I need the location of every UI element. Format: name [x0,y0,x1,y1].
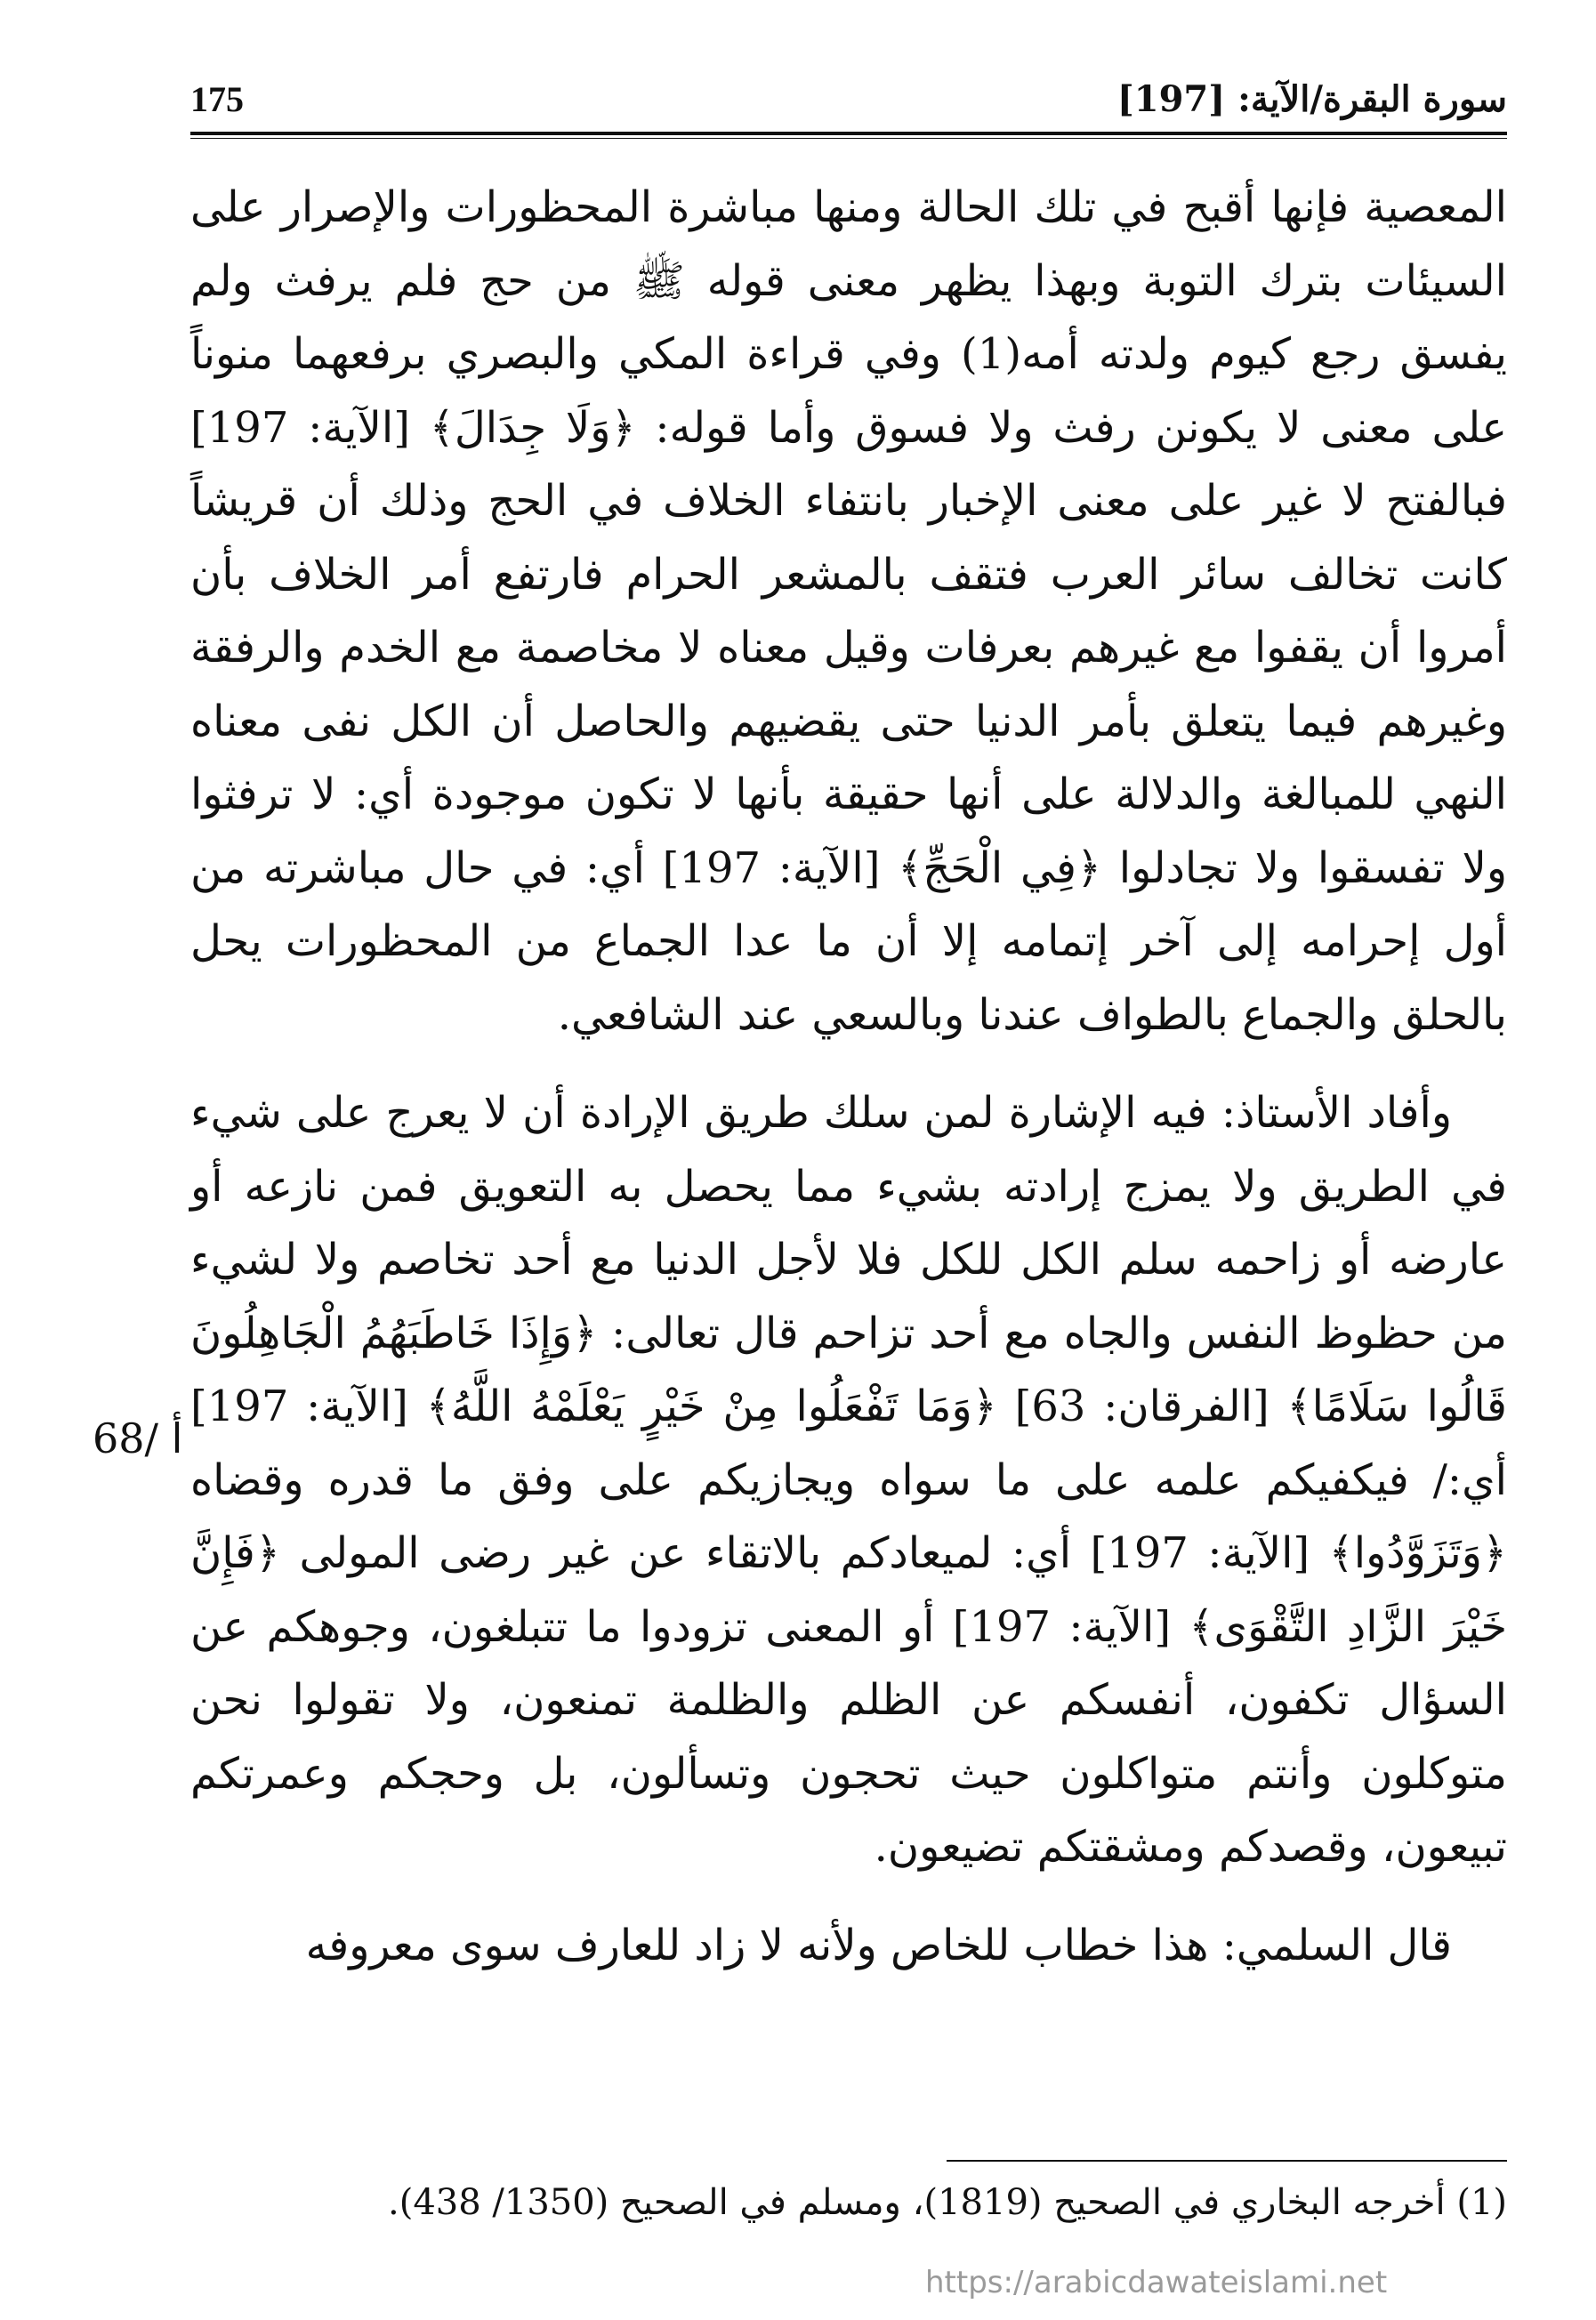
paragraph-1: المعصية فإنها أقبح في تلك الحالة ومنها مباشرة المحظورات والإصرار على السيئات بترك التوبة وبهذا يظهر معنى قوله ﷺ من حج فلم يرفث ولم يفسق رجع كيوم ولدته أمه(1) وفي قراءة المكي والبصري برفعهما منوناً على معنى لا يكونن رفث ولا فسوق وأما قوله: ﴿وَلَا جِدَالَ﴾ [الآية: 197] فبالفتح لا غير على معنى الإخبار بانتفاء الخلاف في الحج وذلك أن قريشاً كانت تخالف سائر العرب فتقف بالمشعر الحرام فارتفع أمر الخلاف بأن أمروا أن يقفوا مع غيرهم بعرفات وقيل معناه لا مخاصمة مع الخدم والرفقة وغيرهم فيما يتعلق بأمر الدنيا حتى يقضيهم والحاصل أن الكل نفى معناه النهي للمبالغة والدلالة على أنها حقيقة بأنها لا تكون موجودة أي: لا ترفثوا ولا تفسقوا ولا تجادلوا ﴿فِي الْحَجِّ﴾ [الآية: 197] أي: في حال مباشرته من أول إحرامه إلى آخر إتمامه إلا أن ما عدا الجماع من المحظورات يحل بالحلق والجماع بالطواف عندنا وبالسعي عند الشافعي. [190,182,1508,1040]
manuscript-folio-marker: 68/ أ [93,1414,183,1462]
page-number: 175 [190,79,244,119]
main-text [190,171,1507,1982]
running-header [190,78,1507,132]
footnote-divider [947,2160,1507,2162]
surah-verse-title: سورة البقرة/الآية: [197] [1116,78,1507,120]
footnote: (1) أخرجه البخاري في الصحيح (1819)، ومسلم في الصحيح (1350/ 438). [387,2182,1507,2223]
paragraph-2: وأفاد الأستاذ: فيه الإشارة لمن سلك طريق الإرادة أن لا يعرج على شيء في الطريق ولا يمزج إرادته بشيء مما يحصل به التعويق فمن نازعه أو عارضه أو زاحمه سلم الكل للكل فلا لأجل الدنيا مع أحد تخاصم ولا لشيء من حظوظ النفس والجاه مع أحد تزاحم قال تعالى: ﴿وَإِذَا خَاطَبَهُمُ الْجَاهِلُونَ قَالُوا سَلَامًا﴾ [الفرقان: 63] ﴿وَمَا تَفْعَلُوا مِنْ خَيْرٍ يَعْلَمْهُ اللَّهُ﴾ [الآية: 197] أي:/ فيكفيكم علمه على ما سواه ويجازيكم على وفق ما قدره وقضاه ﴿وَتَزَوَّدُوا﴾ [الآية: 197] أي: لميعادكم بالاتقاء عن غير رضى المولى ﴿فَإِنَّ خَيْرَ الزَّادِ التَّقْوَى﴾ [الآية: 197] أو المعنى تزودوا ما تتبلغون، وجوهكم عن السؤال تكفون، أنفسكم عن الظلم والظلمة تمنعون، ولا تقولوا نحن متوكلون وأنتم متواكلون حيث تحجون وتسألون، بل وحجكم وعمرتكم تبيعون، وقصدكم ومشقتكم تضيعون. [190,1088,1507,1872]
source-watermark: https://arabicdawateislami.net [925,2265,1388,2300]
header-divider [190,132,1507,139]
paragraph-3: قال السلمي: هذا خطاب للخاص ولأنه لا زاد للعارف سوى معروفه [305,1920,1452,1970]
